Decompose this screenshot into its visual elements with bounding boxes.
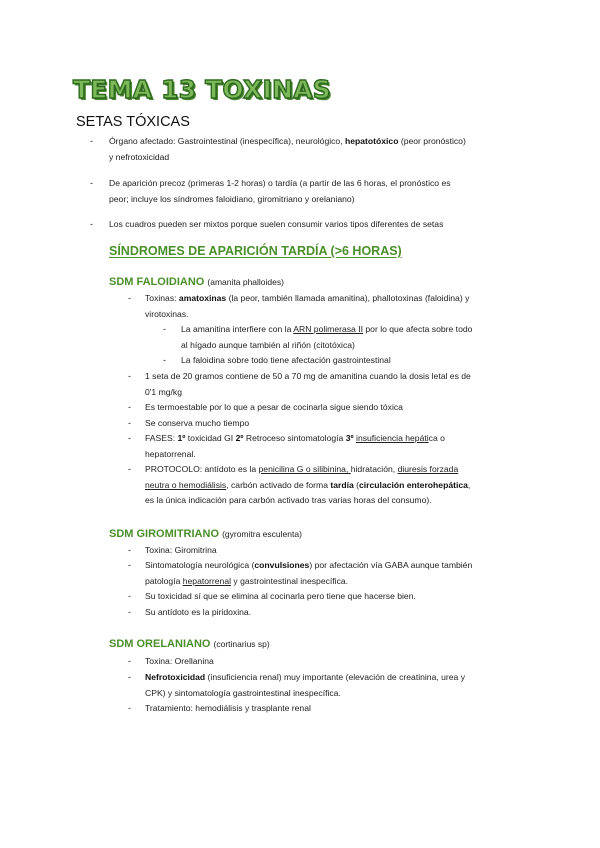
bullet-dash: - <box>128 560 131 570</box>
list-item: De aparición precoz (primeras 1-2 horas) o tardía (a partir de las 6 horas, el pronóstico es peor; incluye los síndromes faloidiano, giromitriano y orelaniano) <box>109 178 451 204</box>
section-heading-tardia: SÍNDROMES DE APARICIÓN TARDÍA (>6 HORAS) <box>109 244 402 258</box>
list-item: La amanitina interfiere con la ARN polimerasa II por lo que afecta sobre todo al hígado aunque también al riñón (citotóxica) <box>181 324 473 350</box>
bullet-dash: - <box>90 178 93 188</box>
bullet-dash: - <box>128 591 131 601</box>
list-item: Es termoestable por lo que a pesar de cocinarla sigue siendo tóxica <box>145 402 403 412</box>
bullet-dash: - <box>128 418 131 428</box>
bullet-dash: - <box>128 607 131 617</box>
page-title: TEMA 13 TOXINAS <box>73 75 331 104</box>
list-item: Toxinas: amatoxinas (la peor, también llamada amanitina), phallotoxinas (faloidina) y virotoxinas. <box>145 293 470 319</box>
list-item: La faloidina sobre todo tiene afectación gastrointestinal <box>181 355 391 365</box>
list-item: Los cuadros pueden ser mixtos porque suelen consumir varios tipos diferentes de setas <box>109 219 444 229</box>
list-item: Nefrotoxicidad (insuficiencia renal) muy importante (elevación de creatinina, urea y CPK) y sintomatología gastrointestinal inespecífica. <box>145 672 466 698</box>
list-item: FASES: 1º toxicidad GI 2º Retroceso sintomatología 3º insuficiencia hepática o hepatorrenal. <box>145 433 445 459</box>
list-item: Toxina: Orellanina <box>145 656 214 666</box>
list-item: Sintomatología neurológica (convulsiones) por afectación vía GABA aunque también patología hepatorrenal y gastrointestinal inespecífica. <box>145 560 473 586</box>
bullet-dash: - <box>128 672 131 682</box>
bullet-dash: - <box>90 219 93 229</box>
list-item: Toxina: Giromitrina <box>145 545 217 555</box>
bullet-dash: - <box>90 136 93 146</box>
bullet-dash: - <box>128 402 131 412</box>
syndrome-heading-giromitriano: SDM GIROMITRIANO (gyromitra esculenta) <box>109 528 302 540</box>
bullet-dash: - <box>128 545 131 555</box>
syndrome-heading-faloidiano: SDM FALOIDIANO (amanita phalloides) <box>109 276 284 288</box>
list-item: Su antídoto es la piridoxina. <box>145 607 252 617</box>
section-heading-setas: SETAS TÓXICAS <box>76 114 190 130</box>
bullet-dash: - <box>128 371 131 381</box>
bullet-dash: - <box>128 433 131 443</box>
list-item: Tratamiento: hemodiálisis y trasplante renal <box>145 703 311 713</box>
bullet-dash: - <box>163 324 166 334</box>
syndrome-heading-orelaniano: SDM ORELANIANO (cortinarius sp) <box>109 638 270 650</box>
list-item: Su toxicidad sí que se elimina al cocinarla pero tiene que hacerse bien. <box>145 591 416 601</box>
bullet-dash: - <box>128 293 131 303</box>
bullet-dash: - <box>128 703 131 713</box>
bullet-dash: - <box>128 656 131 666</box>
bullet-dash: - <box>128 464 131 474</box>
bullet-dash: - <box>163 355 166 365</box>
list-item: PROTOCOLO: antídoto es la penicilina G o silibinina, hidratación, diuresis forzada neutra o hemodiálisis, carbón activado de forma tardía (circulación enterohepática, es la única indicación para carbón activado tras varias horas del consumo). <box>145 464 471 505</box>
list-item: 1 seta de 20 gramos contiene de 50 a 70 mg de amanitina cuando la dosis letal es de 0'1 mg/kg <box>145 371 471 397</box>
list-item: Órgano afectado: Gastrointestinal (inespecífica), neurológico, hepatotóxico (peor pronóstico) y nefrotoxicidad <box>109 136 466 162</box>
list-item: Se conserva mucho tiempo <box>145 418 250 428</box>
